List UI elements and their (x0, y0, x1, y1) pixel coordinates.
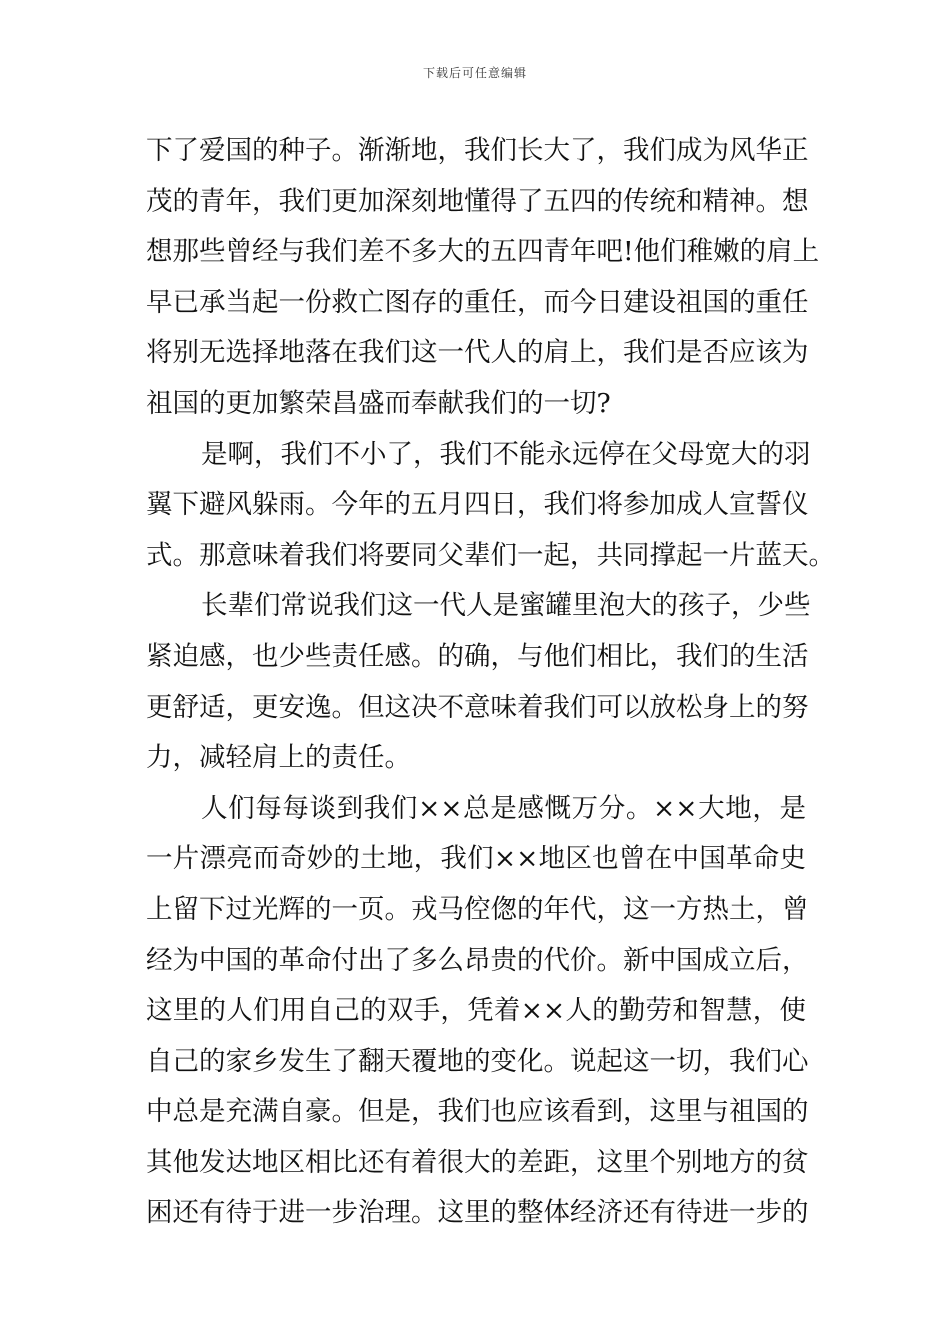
text-line: 经为中国的革命付出了多么昂贵的代价。新中国成立后， (146, 944, 809, 976)
text-line: 困还有待于进一步治理。这里的整体经济还有待进一步的 (146, 1197, 809, 1229)
text-line: 其他发达地区相比还有着很大的差距，这里个别地方的贫 (146, 1146, 809, 1178)
text-line: 式。那意味着我们将要同父辈们一起，共同撑起一片蓝天。 (146, 539, 835, 571)
text-line: 中总是充满自豪。但是，我们也应该看到，这里与祖国的 (146, 1096, 809, 1128)
document-body (146, 126, 835, 1239)
text-line: 早已承当起一份救亡图存的重任，而今日建设祖国的重任 (146, 286, 809, 318)
paragraph-first-line: 长辈们常说我们这一代人是蜜罐里泡大的孩子，少些 (201, 590, 811, 622)
text-line: 茂的青年，我们更加深刻地懂得了五四的传统和精神。想 (146, 185, 809, 217)
text-line: 这里的人们用自己的双手，凭着××人的勤劳和智慧，使 (146, 995, 806, 1027)
text-line: 一片漂亮而奇妙的土地，我们××地区也曾在中国革命史 (146, 843, 806, 875)
text-line: 力，减轻肩上的责任。 (146, 742, 411, 774)
paragraph-first-line: 人们每每谈到我们××总是感慨万分。××大地，是 (201, 792, 806, 824)
text-line: 想那些曾经与我们差不多大的五四青年吧!他们稚嫩的肩上 (146, 236, 820, 268)
text-line: 翼下避风躲雨。今年的五月四日，我们将参加成人宣誓仪 (146, 489, 809, 521)
paragraph-first-line: 是啊，我们不小了，我们不能永远停在父母宽大的羽 (201, 438, 811, 470)
text-line: 上留下过光辉的一页。戎马倥偬的年代，这一方热土，曾 (146, 893, 809, 925)
text-line: 自己的家乡发生了翻天覆地的变化。说起这一切，我们心 (146, 1045, 809, 1077)
text-line: 祖国的更加繁荣昌盛而奉献我们的一切? (146, 387, 611, 419)
text-line: 更舒适，更安逸。但这决不意味着我们可以放松身上的努 (146, 691, 809, 723)
text-line: 将别无选择地落在我们这一代人的肩上，我们是否应该为 (146, 337, 809, 369)
text-line: 紧迫感，也少些责任感。的确，与他们相比，我们的生活 (146, 640, 809, 672)
page-header: 下载后可任意编辑 (422, 66, 527, 80)
text-line: 下了爱国的种子。渐渐地，我们长大了，我们成为风华正 (146, 135, 809, 166)
